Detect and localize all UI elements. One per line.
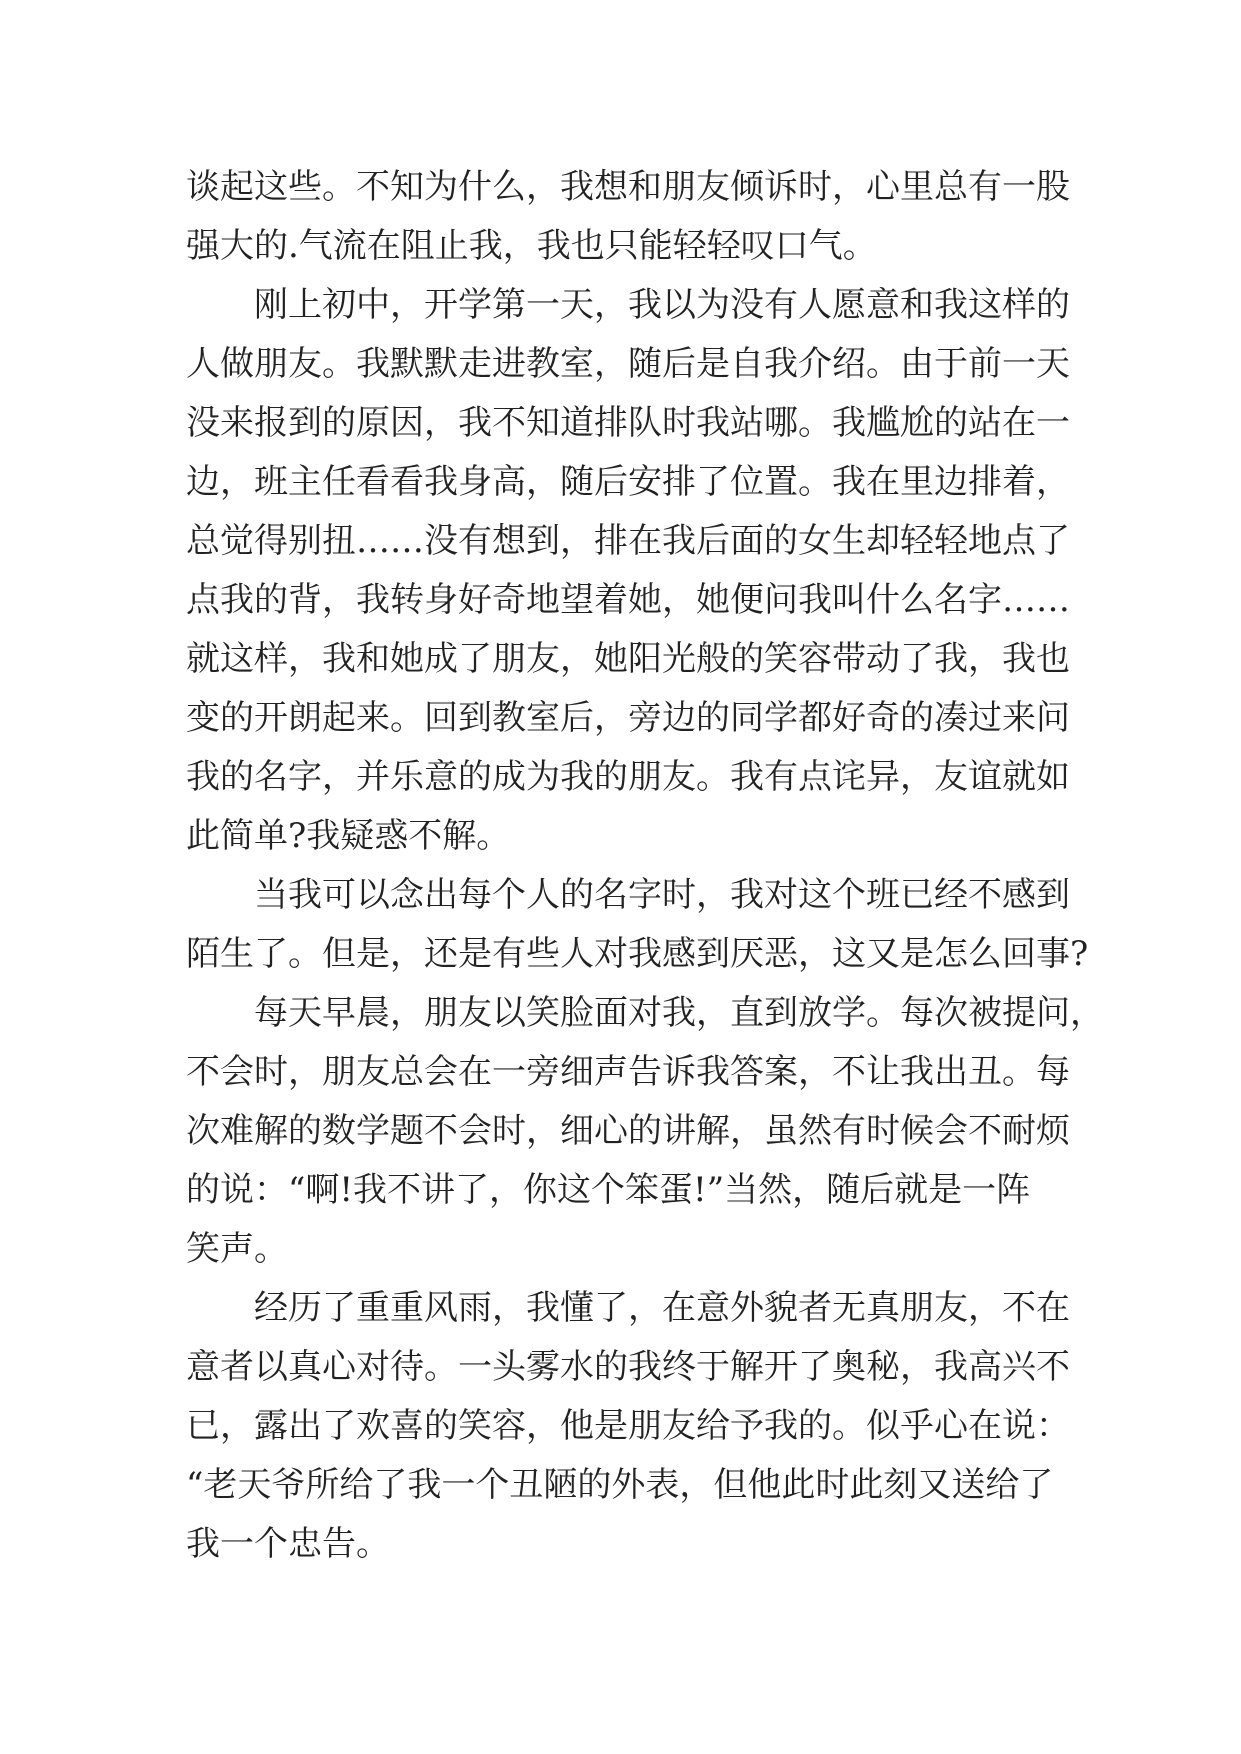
- text-line: 次难解的数学题不会时，细心的讲解，虽然有时候会不耐烦: [186, 1111, 1070, 1151]
- text-line: 边，班主任看看我身高，随后安排了位置。我在里边排着，: [186, 462, 1070, 502]
- text-line: 我一个忠告。: [186, 1524, 390, 1564]
- text-line: 点我的背，我转身好奇地望着她，她便问我叫什么名字……: [186, 580, 1070, 620]
- text-line: 强大的.气流在阻止我，我也只能轻轻叹口气。: [186, 226, 877, 266]
- text-line: 此简单?我疑惑不解。: [186, 816, 511, 856]
- text-line: 不会时，朋友总会在一旁细声告诉我答案，不让我出丑。每: [186, 1052, 1070, 1092]
- text-line: “老天爷所给了我一个丑陋的外表，但他此时此刻又送给了: [186, 1465, 1054, 1505]
- text-line: 意者以真心对待。一头雾水的我终于解开了奥秘，我高兴不: [186, 1347, 1070, 1387]
- text-line: 陌生了。但是，还是有些人对我感到厌恶，这又是怎么回事?: [186, 934, 1089, 974]
- paragraph-start-line: 当我可以念出每个人的名字时，我对这个班已经不感到: [254, 875, 1070, 915]
- text-line: 没来报到的原因，我不知道排队时我站哪。我尴尬的站在一: [186, 403, 1070, 443]
- text-line: 就这样，我和她成了朋友，她阳光般的笑容带动了我，我也: [186, 639, 1070, 679]
- text-line: 已，露出了欢喜的笑容，他是朋友给予我的。似乎心在说：: [186, 1406, 1070, 1446]
- paragraph-start-line: 刚上初中，开学第一天，我以为没有人愿意和我这样的: [254, 285, 1070, 325]
- paragraph-start-line: 经历了重重风雨，我懂了，在意外貌者无真朋友，不在: [254, 1288, 1070, 1328]
- text-line: 谈起这些。不知为什么，我想和朋友倾诉时，心里总有一股: [186, 167, 1070, 207]
- text-line: 我的名字，并乐意的成为我的朋友。我有点诧异，友谊就如: [186, 757, 1070, 797]
- text-line: 总觉得别扭……没有想到，排在我后面的女生却轻轻地点了: [186, 521, 1070, 561]
- paragraph-start-line: 每天早晨，朋友以笑脸面对我，直到放学。每次被提问，: [254, 993, 1104, 1033]
- body-text: [186, 158, 1104, 1574]
- text-line: 的说：“啊!我不讲了，你这个笨蛋!”当然，随后就是一阵: [186, 1170, 1031, 1210]
- text-line: 笑声。: [186, 1229, 288, 1269]
- text-line: 变的开朗起来。回到教室后，旁边的同学都好奇的凑过来问: [186, 698, 1070, 738]
- text-line: 人做朋友。我默默走进教室，随后是自我介绍。由于前一天: [186, 344, 1070, 384]
